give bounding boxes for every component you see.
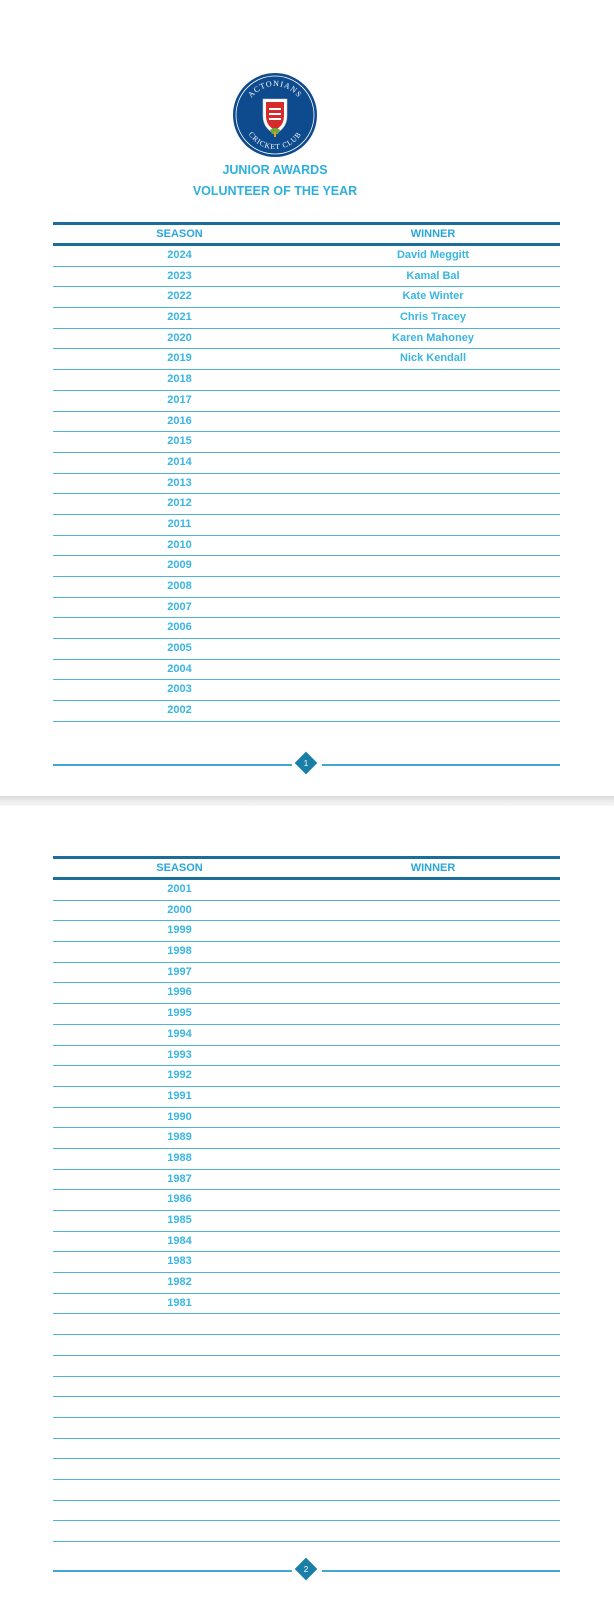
season-cell: 2001 — [167, 883, 192, 895]
season-cell: 2004 — [167, 662, 192, 675]
table-row — [53, 1087, 560, 1108]
season-cell: 2020 — [167, 331, 192, 344]
season-cell: 2008 — [167, 580, 192, 592]
table-row — [53, 1128, 560, 1149]
season-cell: 1983 — [167, 1255, 192, 1268]
table-row — [53, 1232, 560, 1253]
season-cell: 1997 — [167, 965, 192, 978]
table-row — [53, 901, 560, 922]
table-row — [53, 618, 560, 639]
season-cell: 1988 — [167, 1151, 192, 1164]
table-row — [53, 1211, 560, 1232]
season-cell: 1986 — [167, 1193, 192, 1206]
winner-column-header: WINNER — [410, 862, 456, 874]
season-cell: 2017 — [167, 393, 192, 406]
season-cell: 1989 — [167, 1131, 192, 1144]
table-row — [53, 349, 560, 370]
page-footer — [53, 1559, 560, 1583]
season-cell: 2012 — [167, 497, 192, 510]
season-cell: 1996 — [167, 986, 192, 999]
table-row — [53, 983, 560, 1004]
table-row — [53, 1377, 560, 1398]
table-row — [53, 267, 560, 288]
winner-cell: Kamal Bal — [406, 269, 460, 282]
season-cell: 2019 — [167, 352, 192, 365]
footer-rule-left — [53, 1570, 292, 1572]
table-row — [53, 287, 560, 308]
table-row — [53, 494, 560, 515]
table-row — [53, 1149, 560, 1170]
awards-table-page-2 — [53, 856, 560, 1542]
table-row — [53, 577, 560, 598]
table-row — [53, 556, 560, 577]
season-cell: 2005 — [167, 642, 192, 655]
winner-cell: Karen Mahoney — [392, 331, 474, 344]
table-row — [53, 942, 560, 963]
table-row — [53, 1459, 560, 1480]
table-row — [53, 329, 560, 350]
club-crest-logo — [232, 72, 318, 158]
table-row — [53, 660, 560, 681]
table-row — [53, 1314, 560, 1335]
season-cell: 2024 — [167, 249, 192, 261]
season-cell: 2003 — [167, 683, 192, 696]
season-cell: 2015 — [167, 435, 192, 448]
table-header — [53, 856, 560, 880]
season-cell: 1987 — [167, 1172, 192, 1185]
winner-cell: Chris Tracey — [399, 311, 467, 324]
season-column-header: SEASON — [156, 862, 203, 874]
season-cell: 1994 — [167, 1027, 192, 1040]
season-cell: 2014 — [167, 455, 192, 468]
season-cell: 1990 — [167, 1110, 192, 1123]
table-row — [53, 515, 560, 536]
season-cell: 2010 — [167, 538, 192, 551]
winner-column-header: WINNER — [410, 228, 456, 240]
footer-rule-right — [322, 1570, 560, 1572]
season-cell: 2000 — [167, 903, 192, 916]
season-cell: 2021 — [167, 311, 192, 324]
winner-cell: David Meggitt — [396, 249, 470, 261]
table-row — [53, 1480, 560, 1501]
season-cell: 1995 — [167, 1007, 192, 1020]
table-row — [53, 1356, 560, 1377]
table-row — [53, 1066, 560, 1087]
season-cell: 2023 — [167, 269, 192, 282]
season-cell: 1998 — [167, 945, 192, 958]
table-row — [53, 1418, 560, 1439]
table-row — [53, 1108, 560, 1129]
heading-junior-awards: JUNIOR AWARDS — [222, 163, 328, 177]
table-row — [53, 639, 560, 660]
logo-top-text: ACTONIANS — [246, 78, 305, 100]
winner-cell: Kate Winter — [402, 290, 464, 303]
table-row — [53, 963, 560, 984]
table-row — [53, 880, 560, 901]
table-row — [53, 598, 560, 619]
table-row — [53, 536, 560, 557]
table-row — [53, 701, 560, 722]
season-cell: 1984 — [167, 1234, 192, 1247]
table-row — [53, 921, 560, 942]
table-row — [53, 412, 560, 433]
table-row — [53, 1294, 560, 1315]
season-cell: 1991 — [167, 1089, 192, 1102]
table-row — [53, 1397, 560, 1418]
page-2 — [0, 806, 614, 1600]
table-row — [53, 453, 560, 474]
season-cell: 2013 — [167, 476, 192, 489]
heading-volunteer-of-the-year: VOLUNTEER OF THE YEAR — [192, 184, 358, 198]
table-row — [53, 308, 560, 329]
page-1 — [0, 0, 614, 796]
footer-rule-right — [322, 764, 560, 766]
table-row — [53, 1004, 560, 1025]
season-cell: 2022 — [167, 290, 192, 303]
table-row — [53, 1273, 560, 1294]
table-row — [53, 1501, 560, 1522]
logo-bottom-text: CRICKET CLUB — [246, 129, 304, 152]
awards-table-page-1 — [53, 222, 560, 722]
table-header — [53, 222, 560, 246]
table-row — [53, 370, 560, 391]
season-cell: 1982 — [167, 1276, 192, 1289]
table-row — [53, 1190, 560, 1211]
table-row — [53, 432, 560, 453]
season-cell: 2011 — [167, 517, 192, 530]
winner-cell: Nick Kendall — [399, 352, 467, 365]
table-row — [53, 680, 560, 701]
table-row — [53, 1439, 560, 1460]
table-row — [53, 1046, 560, 1067]
footer-rule-left — [53, 764, 292, 766]
season-cell: 2016 — [167, 414, 192, 427]
season-cell: 2009 — [167, 559, 192, 572]
table-row — [53, 1335, 560, 1356]
table-row — [53, 474, 560, 495]
season-cell: 2007 — [167, 600, 192, 613]
season-cell: 2006 — [167, 621, 192, 634]
table-row — [53, 391, 560, 412]
table-row — [53, 246, 560, 267]
season-cell: 1981 — [167, 1296, 192, 1309]
season-cell: 1999 — [167, 924, 192, 937]
season-column-header: SEASON — [156, 228, 203, 240]
table-row — [53, 1521, 560, 1542]
season-cell: 2002 — [167, 704, 192, 717]
page-separator — [0, 796, 614, 806]
season-cell: 1992 — [167, 1069, 192, 1082]
table-row — [53, 1025, 560, 1046]
page-number: 2 — [303, 1565, 309, 1574]
table-row — [53, 1170, 560, 1191]
season-cell: 1993 — [167, 1048, 192, 1061]
page-number: 1 — [303, 759, 309, 768]
season-cell: 2018 — [167, 373, 192, 386]
table-row — [53, 1252, 560, 1273]
season-cell: 1985 — [167, 1214, 192, 1226]
page-footer — [53, 753, 560, 777]
